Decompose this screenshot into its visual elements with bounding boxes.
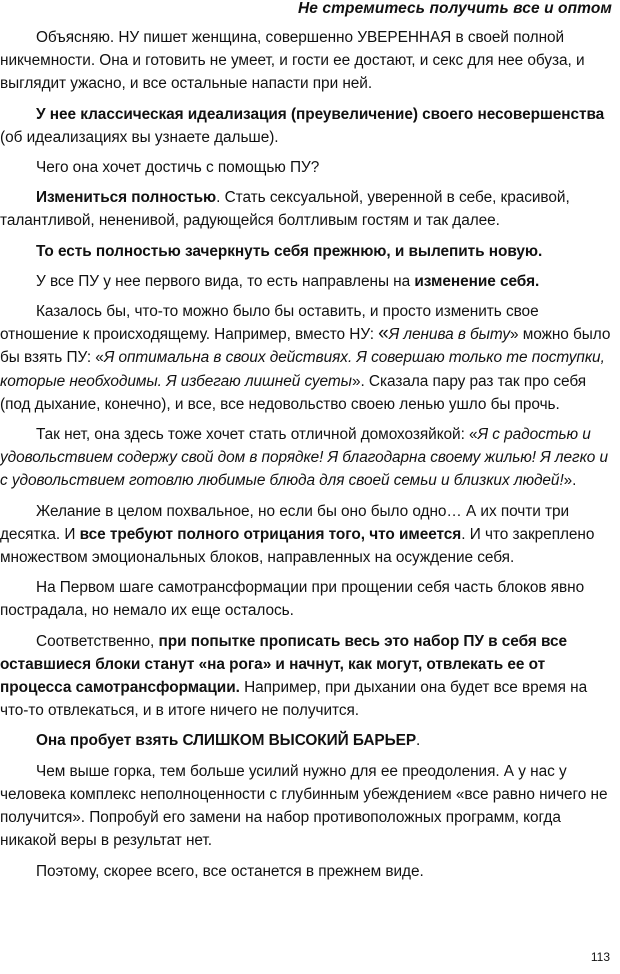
paragraph-bold-text: все требуют полного отрицания того, что имеется	[79, 525, 462, 543]
paragraph-text: (об идеализациях вы узнаете дальше).	[0, 128, 279, 146]
paragraph-13	[0, 760, 614, 853]
paragraph-bold-text: изменение себя.	[414, 272, 540, 290]
paragraph-text: Чем выше горка, тем больше усилий нужно для ее преодоления. А у нас у человека комплекс неполноценности с глубинным убеждением «все равно ничего не получится». Попробуй его замени на набор противоположных программ, когда никакой веры в результат нет.	[0, 762, 608, 850]
paragraph-12	[0, 729, 614, 752]
paragraph-text: Объясняю. НУ пишет женщина, совершенно УВЕРЕННАЯ в своей полной никчемности. Она и готовить не умеет, и гости ее достают, и секс для нее обуза, и выглядит ужасно, и все остальные напасти при ней.	[0, 29, 585, 93]
paragraph-4	[0, 186, 614, 232]
paragraph-italic-text: Я оптимальна в своих действиях. Я совершаю только те поступки, которые необходимы. Я избегаю лишней суеты	[0, 349, 605, 390]
paragraph-6	[0, 270, 614, 293]
paragraph-text: » можно было бы взять ПУ: «	[0, 326, 611, 367]
paragraph-bold-text: У нее классическая идеализация (преувеличение) своего несовершенства	[36, 105, 605, 123]
paragraph-3	[0, 156, 614, 179]
paragraph-text: У все ПУ у нее первого вида, то есть направлены на	[36, 272, 415, 290]
paragraph-text: На Первом шаге самотрансформации при прощении себя часть блоков явно пострадала, но немало их еще осталось.	[0, 579, 585, 620]
paragraph-text: ». Сказала пару раз так про себя (под дыхание, конечно), и все, все недовольство своею ленью ушло бы прочь.	[0, 372, 587, 413]
paragraph-text: ».	[563, 472, 577, 490]
paragraph-text: Соответственно,	[36, 632, 159, 650]
paragraph-bold-text: Она пробует взять СЛИШКОМ ВЫСОКИЙ БАРЬЕР	[36, 732, 417, 750]
paragraph-text: Желание в целом похвальное, но если бы оно было одно… А их почти три десятка. И	[0, 502, 570, 543]
paragraph-bold-text: при попытке прописать весь это набор ПУ в себя все оставшиеся блоки станут «на рога» и начнут, как могут, отвлекать ее от процесса самотрансформации.	[0, 632, 568, 697]
paragraph-9	[0, 500, 614, 570]
paragraph-text: Так нет, она здесь тоже хочет стать отличной домохозяйкой: «	[36, 426, 478, 444]
paragraph-1	[0, 26, 614, 96]
paragraph-italic-text: Я с радостью и удовольствием содержу свой дом в порядке! Я благодарна своему жилью! Я легко и с удовольствием готовлю любимые блюда для своей семьи и близких людей!	[0, 426, 609, 490]
paragraph-italic-text: Я ленива в быту	[388, 326, 510, 344]
page-number: 113	[590, 950, 610, 964]
page-body	[0, 26, 620, 890]
paragraph-11	[0, 630, 614, 723]
paragraph-10	[0, 576, 614, 622]
paragraph-text: Казалось бы, что-то можно было бы оставить, и просто изменить свое отношение к происходящему. Например, вместо НУ:	[0, 303, 539, 344]
paragraph-8	[0, 423, 614, 493]
paragraph-text: Поэтому, скорее всего, все останется в прежнем виде.	[36, 862, 424, 880]
paragraph-bold-text: Измениться полностью	[36, 189, 217, 207]
paragraph-2	[0, 103, 614, 149]
paragraph-text: Например, при дыхании она будет все время на что-то отвлекаться, и в итоге ничего не получится.	[0, 679, 588, 720]
quote-mark: «	[378, 323, 389, 345]
paragraph-text: Чего она хочет достичь с помощью ПУ?	[36, 159, 320, 177]
paragraph-text: .	[416, 732, 421, 750]
paragraph-7	[0, 300, 614, 416]
paragraph-text: . И что закреплено множеством эмоциональных блоков, направленных на осуждение себя.	[0, 525, 595, 567]
paragraph-5	[0, 240, 614, 263]
paragraph-text: . Стать сексуальной, уверенной в себе, красивой, талантливой, нененивой, радующейся болтливым гостям и так далее.	[0, 189, 570, 230]
paragraph-bold-text: То есть полностью зачеркнуть себя прежнюю, и вылепить новую.	[36, 242, 543, 260]
running-header: Не стремитесь получить все и оптом	[298, 0, 612, 17]
paragraph-14	[0, 860, 614, 883]
